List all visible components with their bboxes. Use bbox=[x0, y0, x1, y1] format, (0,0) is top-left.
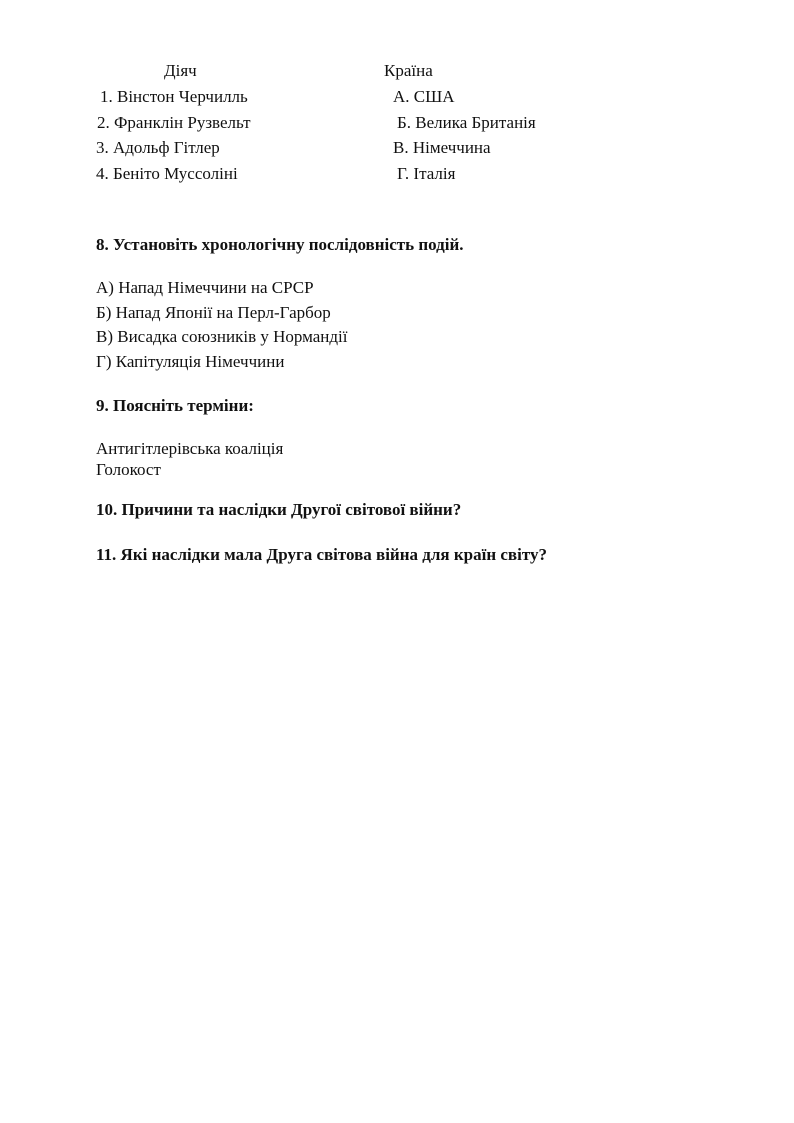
question-9-title: 9. Поясніть терміни: bbox=[96, 396, 254, 415]
matching-left-header: Діяч bbox=[164, 61, 197, 80]
matching-left-item: 4. Беніто Муссоліні bbox=[96, 164, 238, 183]
matching-right-item: Б. Велика Британія bbox=[397, 113, 536, 132]
question-10-title: 10. Причини та наслідки Другої світової війни? bbox=[96, 500, 462, 519]
question-11-title: 11. Які наслідки мала Друга світова війна для країн світу? bbox=[96, 545, 547, 564]
q9-term: Антигітлерівська коаліція bbox=[96, 439, 284, 458]
matching-right-item: Г. Італія bbox=[397, 164, 456, 183]
q8-item: А) Напад Німеччини на СРСР bbox=[96, 278, 314, 297]
q8-item: В) Висадка союзників у Нормандії bbox=[96, 327, 348, 346]
matching-left-item: 1. Вінстон Черчилль bbox=[100, 87, 248, 106]
q8-item: Г) Капітуляція Німеччини bbox=[96, 352, 285, 371]
question-8-title: 8. Установіть хронологічну послідовність подій. bbox=[96, 235, 464, 254]
q8-item: Б) Напад Японії на Перл-Гарбор bbox=[96, 303, 331, 322]
matching-right-item: А. США bbox=[393, 87, 455, 106]
matching-right-item: В. Німеччина bbox=[393, 138, 491, 157]
matching-right-header: Країна bbox=[384, 61, 433, 80]
matching-left-item: 3. Адольф Гітлер bbox=[96, 138, 220, 157]
matching-left-item: 2. Франклін Рузвельт bbox=[97, 113, 251, 132]
q9-term: Голокост bbox=[96, 460, 161, 479]
